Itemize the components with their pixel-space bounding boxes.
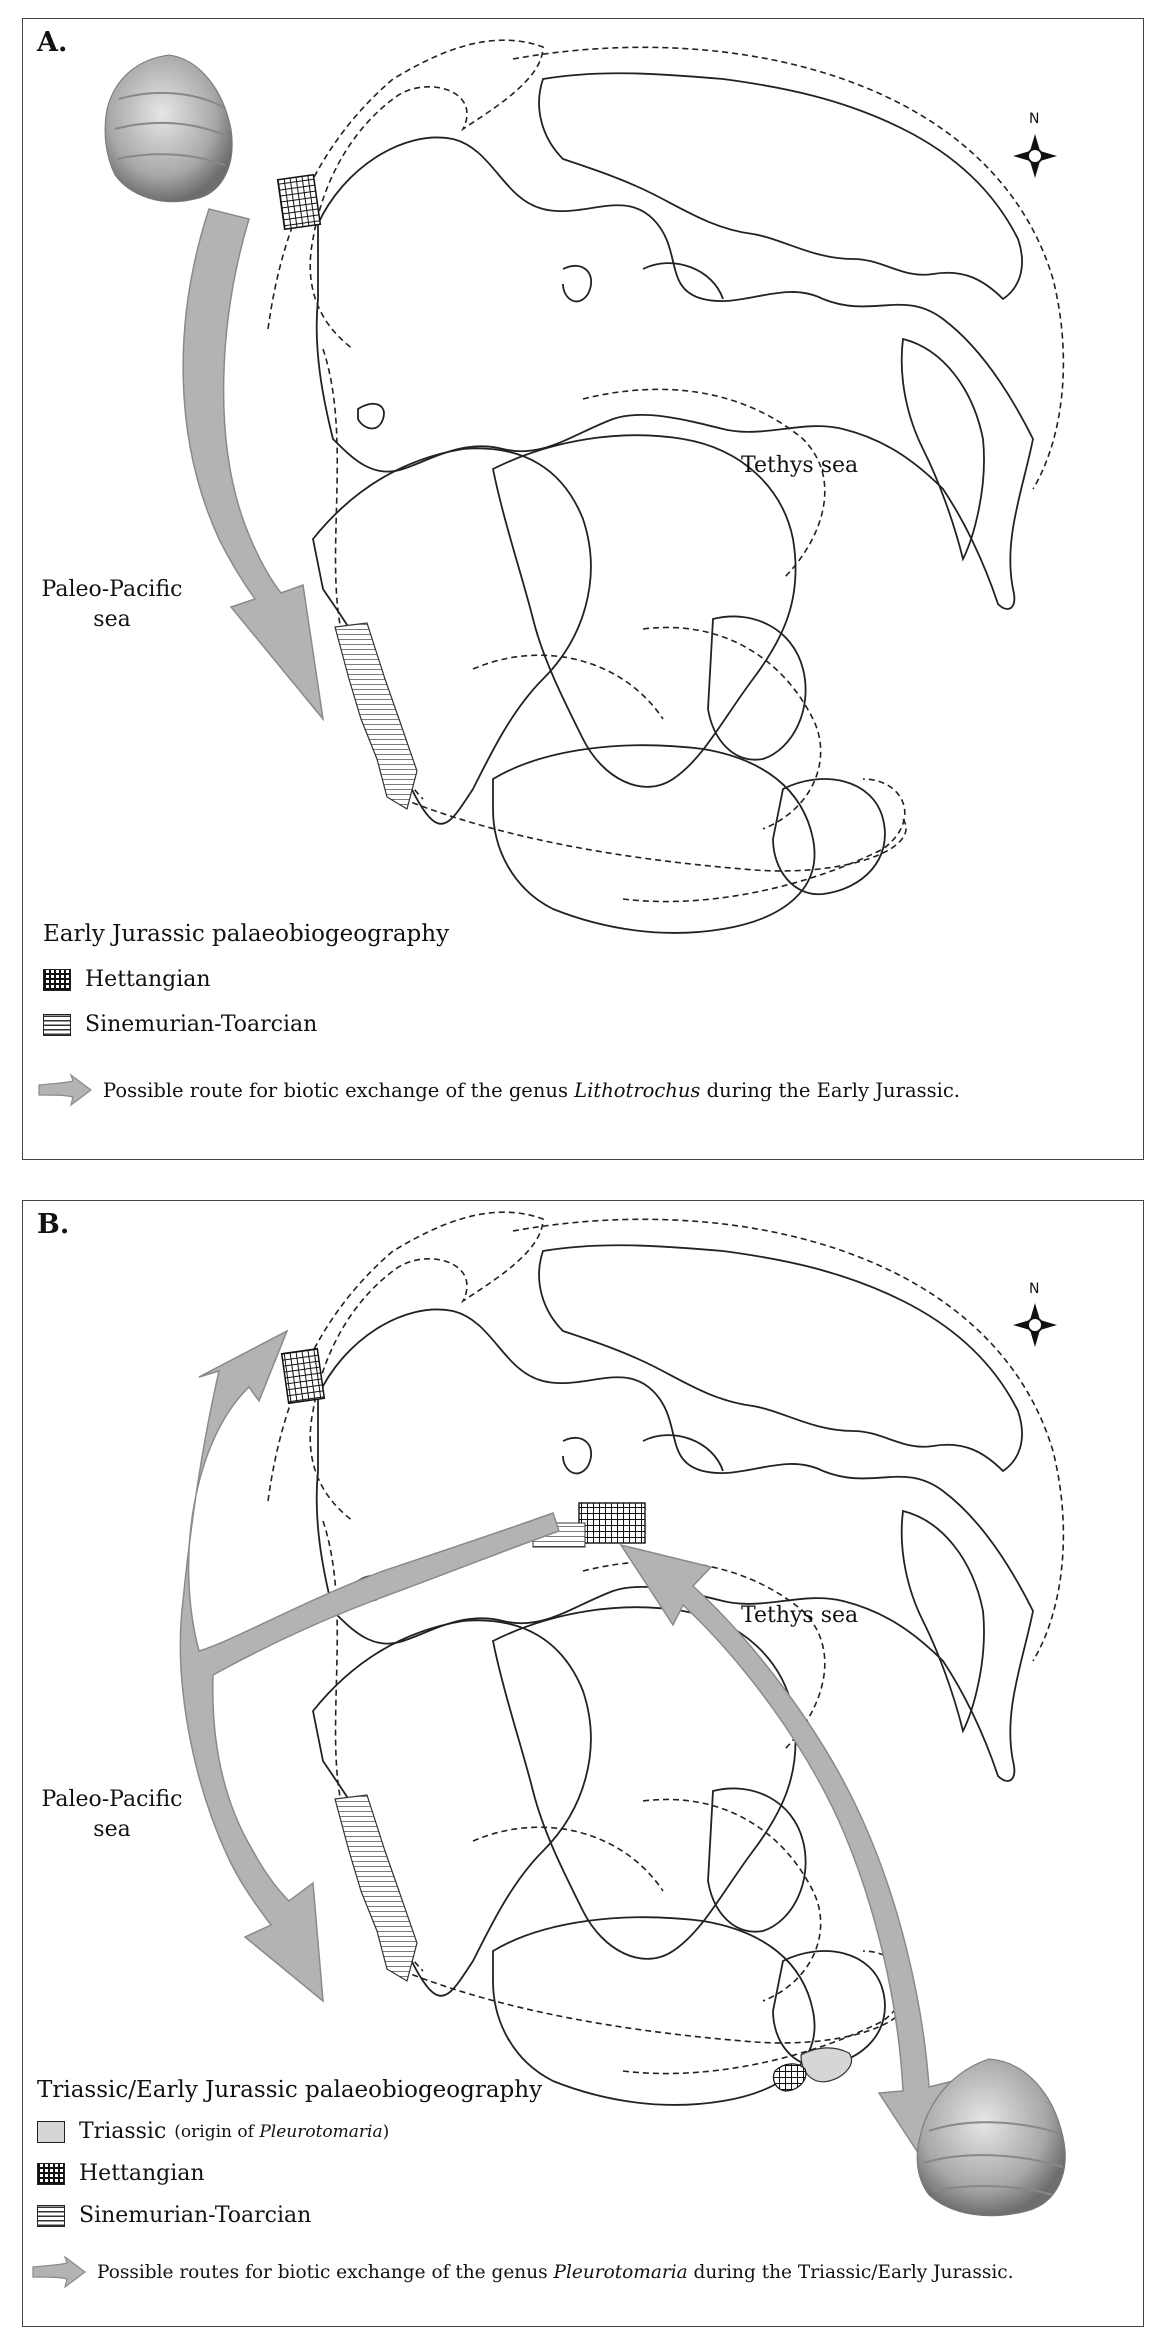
paleo-pacific-line1: Paleo-Pacific bbox=[41, 577, 183, 602]
legend-label: Hettangian bbox=[79, 2161, 205, 2186]
sinemurian-toarcian-swatch bbox=[43, 1014, 71, 1036]
compass-n-label: N bbox=[1029, 1281, 1040, 1297]
legend-item-sinemurian-toarcian bbox=[37, 2203, 311, 2228]
legend-label: Sinemurian-Toarcian bbox=[79, 2203, 312, 2228]
pleurotomaria-fossil bbox=[917, 2059, 1065, 2216]
paleo-pacific-line2: sea bbox=[93, 1817, 131, 1842]
legend-note-genus: Pleurotomaria bbox=[259, 2121, 383, 2142]
tethys-sea-label: Tethys sea bbox=[741, 1603, 859, 1628]
north-compass-icon bbox=[1013, 1303, 1057, 1347]
legend-item-sinemurian-toarcian bbox=[43, 1012, 317, 1037]
paleo-pacific-line1: Paleo-Pacific bbox=[41, 1787, 183, 1812]
hettangian-area-south bbox=[773, 2064, 805, 2091]
north-coast bbox=[539, 73, 1022, 299]
eastern-route-arrow bbox=[621, 1545, 953, 2191]
gondwana-india bbox=[708, 616, 806, 759]
panel-b-map bbox=[23, 1201, 1143, 2326]
north-compass-icon bbox=[1013, 134, 1057, 178]
east-asia-coast bbox=[902, 339, 984, 559]
gondwana-africa bbox=[493, 435, 796, 787]
legend-note-prefix: (origin of bbox=[174, 2121, 260, 2142]
gondwana-india bbox=[708, 1788, 806, 1931]
route-arrow-icon bbox=[37, 1073, 93, 1107]
triassic-swatch bbox=[37, 2121, 65, 2143]
route-arrow-icon bbox=[31, 2255, 87, 2289]
migration-route-arrow bbox=[183, 209, 323, 719]
legend-item-route bbox=[31, 2255, 1013, 2289]
tethys-sea-label: Tethys sea bbox=[741, 453, 859, 478]
legend-item-hettangian bbox=[43, 967, 211, 992]
north-coast bbox=[539, 1245, 1022, 1471]
legend-label: Triassic bbox=[79, 2119, 167, 2144]
hettangian-area-north bbox=[282, 1349, 325, 1404]
lithotrochus-fossil bbox=[105, 55, 232, 202]
sinemurian-toarcian-swatch bbox=[37, 2205, 65, 2227]
legend-item-triassic bbox=[37, 2119, 389, 2144]
route-genus: Lithotrochus bbox=[574, 1078, 701, 1102]
route-genus: Pleurotomaria bbox=[553, 2261, 688, 2283]
route-text-prefix: Possible routes for biotic exchange of the genus bbox=[97, 2261, 554, 2283]
laurasia-coast bbox=[317, 1309, 1033, 1781]
compass-n-label: N bbox=[1029, 111, 1040, 127]
legend-title: Triassic/Early Jurassic palaeobiogeography bbox=[37, 2077, 543, 2103]
legend-item-hettangian bbox=[37, 2161, 205, 2186]
legend-label: Sinemurian-Toarcian bbox=[85, 1012, 318, 1037]
gondwana-antarctica bbox=[493, 745, 815, 933]
paleo-pacific-label bbox=[37, 1785, 187, 1845]
route-text-suffix: during the Triassic/Early Jurassic. bbox=[687, 2261, 1014, 2283]
paleo-pacific-line2: sea bbox=[93, 607, 131, 632]
route-text-suffix: during the Early Jurassic. bbox=[700, 1078, 960, 1102]
hettangian-swatch bbox=[37, 2163, 65, 2185]
legend-item-route bbox=[37, 1073, 960, 1107]
landmasses bbox=[313, 1245, 1033, 2105]
legend-note bbox=[174, 2122, 389, 2142]
hettangian-area-europe bbox=[579, 1503, 645, 1543]
triassic-origin-area bbox=[801, 2048, 852, 2082]
east-asia-coast bbox=[902, 1511, 984, 1731]
legend-title: Early Jurassic palaeobiogeography bbox=[43, 921, 450, 947]
landmasses bbox=[313, 73, 1033, 933]
panel-a-label: A. bbox=[37, 27, 68, 58]
laurasia-coast bbox=[317, 137, 1033, 609]
sinemurian-toarcian-area-west bbox=[335, 1795, 417, 1981]
hettangian-swatch bbox=[43, 969, 71, 991]
route-text-prefix: Possible route for biotic exchange of the genus bbox=[103, 1078, 575, 1102]
panel-b bbox=[22, 1200, 1144, 2327]
hettangian-area bbox=[278, 175, 321, 230]
legend-label: Hettangian bbox=[85, 967, 211, 992]
legend-note-suffix: ) bbox=[382, 2121, 390, 2142]
gondwana-australia bbox=[773, 779, 885, 894]
panel-a bbox=[22, 18, 1144, 1160]
paleo-pacific-label bbox=[37, 575, 187, 635]
sinemurian-toarcian-area bbox=[335, 623, 417, 809]
panel-b-label: B. bbox=[37, 1209, 70, 1240]
